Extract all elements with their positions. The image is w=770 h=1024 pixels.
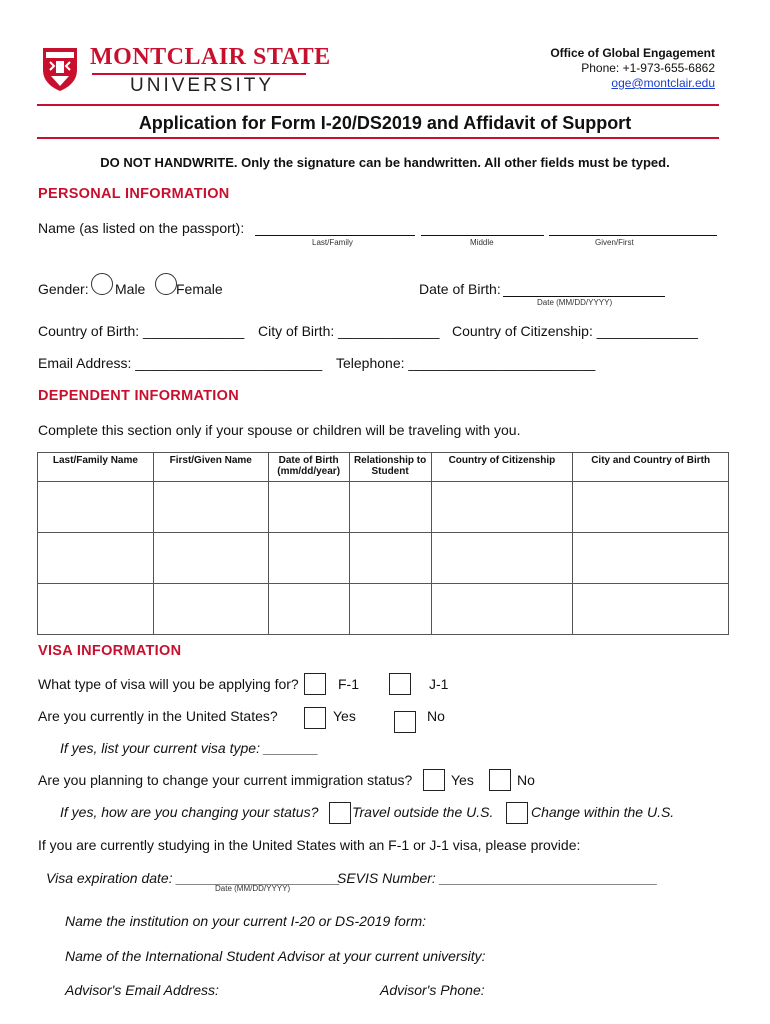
col-citizenship: Country of Citizenship <box>431 453 573 482</box>
table-cell[interactable] <box>431 482 573 533</box>
office-contact <box>550 46 715 91</box>
table-cell[interactable] <box>349 533 431 584</box>
visa-expiration-caption: Date (MM/DD/YYYY) <box>215 884 291 893</box>
personal-section-heading: PERSONAL INFORMATION <box>38 186 230 202</box>
in-us-no-checkbox[interactable] <box>394 711 416 733</box>
table-cell[interactable] <box>153 533 268 584</box>
travel-outside-label: Travel outside the U.S. <box>352 804 494 820</box>
institution-name-label: Name the institution on your current I-20 or DS-2019 form: <box>65 913 427 929</box>
change-status-question: Are you planning to change your current immigration status? <box>38 772 413 788</box>
table-cell[interactable] <box>38 584 154 635</box>
logo-wordmark-top: MONTCLAIR STATE <box>90 44 331 70</box>
table-cell[interactable] <box>573 482 729 533</box>
change-status-no-label: No <box>517 772 535 788</box>
table-row <box>38 584 729 635</box>
middle-name-caption: Middle <box>470 238 494 247</box>
table-cell[interactable] <box>573 584 729 635</box>
first-name-caption: Given/First <box>595 238 634 247</box>
table-cell[interactable] <box>268 482 349 533</box>
table-cell[interactable] <box>268 533 349 584</box>
title-divider <box>37 137 719 139</box>
last-name-field[interactable] <box>255 235 415 236</box>
col-birthplace: City and Country of Birth <box>573 453 729 482</box>
dependent-table <box>37 452 729 635</box>
col-first-name: First/Given Name <box>153 453 268 482</box>
current-visa-type-field[interactable]: If yes, list your current visa type: _______ <box>60 740 319 756</box>
visa-type-question: What type of visa will you be applying for? <box>38 676 299 692</box>
office-email-link[interactable]: oge@montclair.edu <box>611 76 715 90</box>
form-title: Application for Form I-20/DS2019 and Affidavit of Support <box>138 113 632 133</box>
table-row <box>38 533 729 584</box>
advisor-email-label: Advisor's Email Address: <box>65 982 219 998</box>
handwrite-notice: DO NOT HANDWRITE. Only the signature can be handwritten. All other fields must be typed. <box>100 155 670 170</box>
last-name-caption: Last/Family <box>312 238 353 247</box>
how-change-question: If yes, how are you changing your status? <box>60 804 319 820</box>
table-cell[interactable] <box>573 533 729 584</box>
advisor-phone-label: Advisor's Phone: <box>380 982 485 998</box>
col-relationship: Relationship to Student <box>349 453 431 482</box>
visa-j1-checkbox[interactable] <box>389 673 411 695</box>
gender-male-radio[interactable] <box>91 273 113 295</box>
dob-caption: Date (MM/DD/YYYY) <box>537 298 613 307</box>
in-us-yes-label: Yes <box>333 708 356 724</box>
in-us-question: Are you currently in the United States? <box>38 708 278 724</box>
country-of-birth-field[interactable]: Country of Birth: _____________ <box>38 323 245 339</box>
table-cell[interactable] <box>38 533 154 584</box>
change-status-yes-label: Yes <box>451 772 474 788</box>
table-cell[interactable] <box>431 584 573 635</box>
col-dob: Date of Birth (mm/dd/year) <box>268 453 349 482</box>
visa-f1-checkbox[interactable] <box>304 673 326 695</box>
col-last-name: Last/Family Name <box>38 453 154 482</box>
first-name-field[interactable] <box>549 235 717 236</box>
dependent-intro: Complete this section only if your spouse or children will be traveling with you. <box>38 422 521 438</box>
visa-expiration-field[interactable]: Visa expiration date: _____________________ <box>46 870 340 886</box>
sevis-number-field[interactable]: SEVIS Number: ____________________________ <box>337 870 658 886</box>
table-cell[interactable] <box>268 584 349 635</box>
visa-f1-label: F-1 <box>338 676 359 692</box>
name-label: Name (as listed on the passport): <box>38 220 245 236</box>
visa-j1-label: J-1 <box>429 676 449 692</box>
header-divider <box>37 104 719 106</box>
email-field[interactable]: Email Address: ________________________ <box>38 355 323 371</box>
table-cell[interactable] <box>153 584 268 635</box>
dob-label: Date of Birth: <box>419 281 501 297</box>
city-of-birth-field[interactable]: City of Birth: _____________ <box>258 323 440 339</box>
table-cell[interactable] <box>431 533 573 584</box>
logo-wordmark-bottom: UNIVERSITY <box>130 75 275 96</box>
change-status-yes-checkbox[interactable] <box>423 769 445 791</box>
table-cell[interactable] <box>38 482 154 533</box>
table-cell[interactable] <box>349 584 431 635</box>
in-us-no-label: No <box>427 708 445 724</box>
table-cell[interactable] <box>349 482 431 533</box>
middle-name-field[interactable] <box>421 235 544 236</box>
dob-field[interactable] <box>503 296 665 297</box>
visa-section-heading: VISA INFORMATION <box>38 643 182 659</box>
dependent-table-header <box>38 453 729 482</box>
citizenship-field[interactable]: Country of Citizenship: _____________ <box>452 323 698 339</box>
office-name: Office of Global Engagement <box>550 46 715 60</box>
table-row <box>38 482 729 533</box>
gender-male-label: Male <box>115 281 146 297</box>
in-us-yes-checkbox[interactable] <box>304 707 326 729</box>
office-phone: Phone: +1-973-655-6862 <box>581 61 715 75</box>
dependent-section-heading: DEPENDENT INFORMATION <box>38 388 239 404</box>
change-status-no-checkbox[interactable] <box>489 769 511 791</box>
gender-label: Gender: <box>38 281 89 297</box>
university-shield-logo <box>41 46 79 92</box>
gender-female-label: Female <box>176 281 223 297</box>
travel-outside-checkbox[interactable] <box>329 802 351 824</box>
change-within-checkbox[interactable] <box>506 802 528 824</box>
studying-instructions: If you are currently studying in the United States with an F-1 or J-1 visa, please provide: <box>38 837 581 853</box>
gender-female-radio[interactable] <box>155 273 177 295</box>
change-within-label: Change within the U.S. <box>531 804 675 820</box>
table-cell[interactable] <box>153 482 268 533</box>
advisor-name-label: Name of the International Student Advisor at your current university: <box>65 948 486 964</box>
telephone-field[interactable]: Telephone: ________________________ <box>336 355 596 371</box>
